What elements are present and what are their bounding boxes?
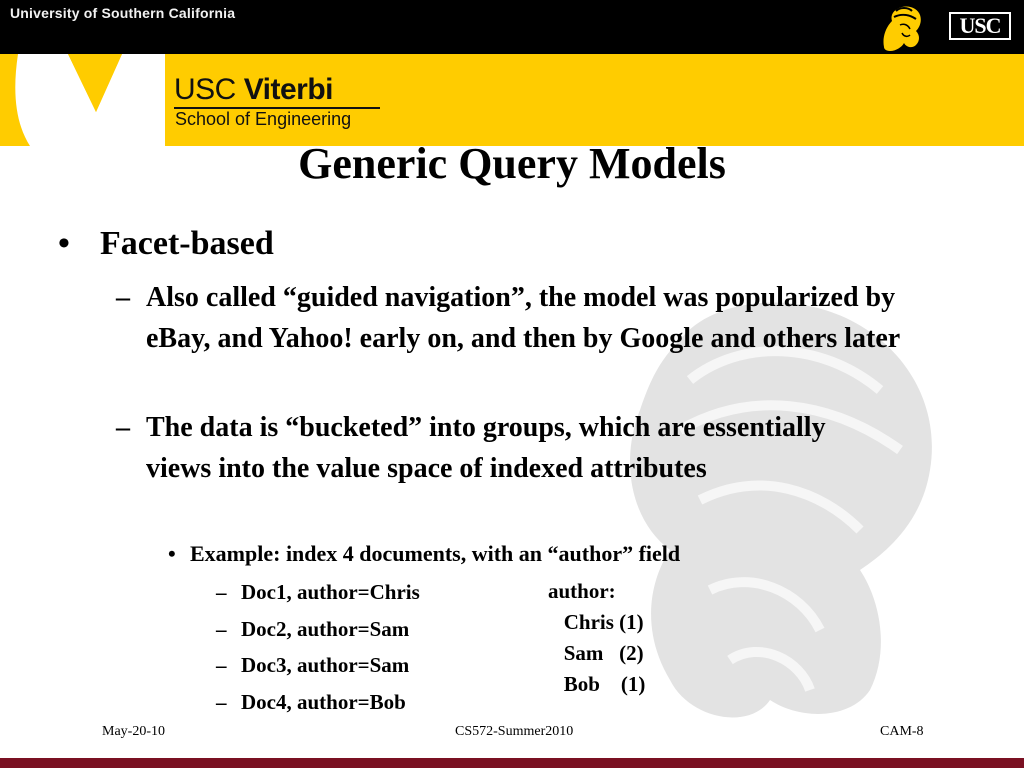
viterbi-v-logo-icon (10, 54, 165, 146)
dash-marker: – (116, 282, 130, 313)
university-name: University of Southern California (10, 5, 236, 21)
school-name-line2: School of Engineering (175, 109, 352, 129)
usc-badge: USC (949, 12, 1011, 40)
sub-bullet-guided-navigation: Also called “guided navigation”, the model was popularized by eBay, and Yahoo! early on, and then by Google and others later (146, 282, 901, 354)
school-viterbi-text: Viterbi (243, 73, 333, 106)
facet-row-chris: Chris (1) (548, 610, 644, 634)
doc-item-4: Doc4, author=Bob (241, 690, 406, 714)
doc-item-3: Doc3, author=Sam (241, 653, 410, 677)
footer-date: May-20-10 (102, 724, 165, 739)
facet-row-sam: Sam (2) (548, 641, 644, 665)
dash-marker: – (116, 412, 130, 443)
slide-title: Generic Query Models (298, 139, 726, 188)
sub-bullet-bucketed-data: The data is “bucketed” into groups, which are essentially views into the value space of indexed attributes (146, 412, 826, 484)
bullet-marker: • (168, 541, 176, 566)
trojan-head-logo-icon (876, 3, 928, 53)
school-usc-text: USC (174, 73, 244, 106)
doc-item-1: Doc1, author=Chris (241, 580, 420, 604)
dash-marker: – (216, 580, 227, 604)
bullet-facet-based: Facet-based (100, 225, 274, 262)
facet-row-bob: Bob (1) (548, 672, 646, 696)
example-bullet: Example: index 4 documents, with an “author” field (190, 541, 681, 566)
school-name-line1 (174, 75, 333, 105)
doc-item-2: Doc2, author=Sam (241, 617, 410, 641)
bullet-marker: • (58, 225, 70, 262)
footer-page-number: CAM-8 (880, 724, 924, 739)
facet-heading: author: (548, 579, 616, 603)
bottom-rule (0, 758, 1024, 768)
facet-counts (548, 576, 645, 700)
dash-marker: – (216, 690, 227, 714)
dash-marker: – (216, 653, 227, 677)
dash-marker: – (216, 617, 227, 641)
footer-course: CS572-Summer2010 (455, 724, 574, 739)
